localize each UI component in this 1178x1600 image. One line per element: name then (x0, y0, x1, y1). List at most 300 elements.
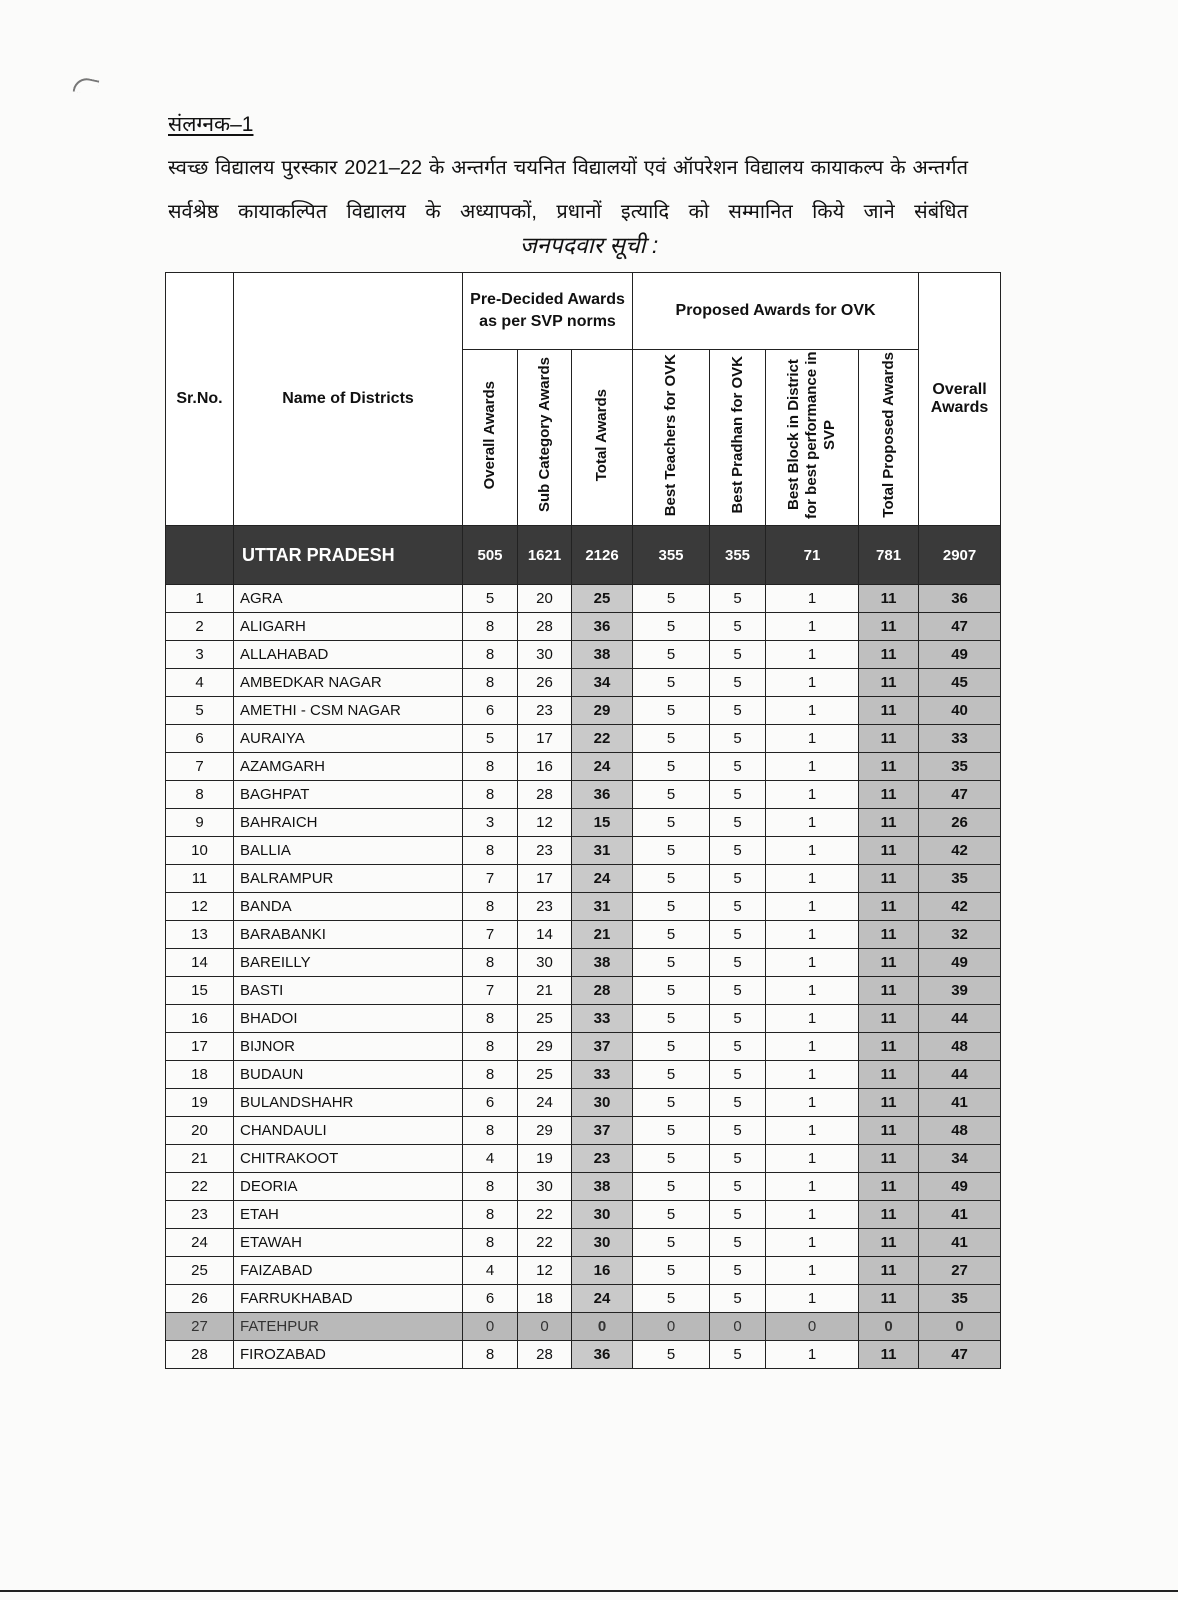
table-row (166, 1313, 1001, 1341)
annex-label: संलग्नक–1 (168, 113, 254, 136)
overall-awards-cell: 8 (463, 641, 518, 669)
total-awards-cell: 30 (572, 1201, 633, 1229)
table-row (166, 1229, 1001, 1257)
grand-overall-cell: 27 (919, 1257, 1001, 1285)
table-row (166, 1201, 1001, 1229)
total-proposed-cell: 11 (859, 1201, 919, 1229)
grand-overall-cell: 33 (919, 725, 1001, 753)
best-block-cell: 1 (766, 1285, 859, 1313)
total-proposed-cell: 11 (859, 781, 919, 809)
sr-no-cell: 15 (166, 977, 234, 1005)
table-row (166, 1145, 1001, 1173)
best-pradhan-cell: 5 (710, 1257, 766, 1285)
sr-no-cell: 7 (166, 753, 234, 781)
sub-category-cell: 14 (518, 921, 572, 949)
sub-category-cell: 28 (518, 781, 572, 809)
sr-no-cell: 22 (166, 1173, 234, 1201)
overall-awards-cell: 6 (463, 1089, 518, 1117)
total-awards-cell: 31 (572, 893, 633, 921)
table-row (166, 669, 1001, 697)
total-awards-cell: 24 (572, 1285, 633, 1313)
best-pradhan-cell: 5 (710, 977, 766, 1005)
total-proposed-cell: 11 (859, 1229, 919, 1257)
total-proposed-cell: 11 (859, 1061, 919, 1089)
sr-no-cell: 14 (166, 949, 234, 977)
district-name-cell: AMBEDKAR NAGAR (234, 669, 463, 697)
overall-awards-cell: 7 (463, 921, 518, 949)
sr-no-cell: 18 (166, 1061, 234, 1089)
total-proposed-cell: 11 (859, 809, 919, 837)
best-pradhan-cell: 5 (710, 613, 766, 641)
header-sr-no: Sr.No. (166, 273, 234, 526)
grand-overall-cell: 39 (919, 977, 1001, 1005)
best-block-cell: 0 (766, 1313, 859, 1341)
best-teachers-cell: 5 (633, 1285, 710, 1313)
best-block-cell: 1 (766, 1089, 859, 1117)
sr-no-cell: 13 (166, 921, 234, 949)
total-awards-cell: 30 (572, 1089, 633, 1117)
best-teachers-cell: 5 (633, 1089, 710, 1117)
grand-overall-cell: 34 (919, 1145, 1001, 1173)
district-name-cell: BULANDSHAHR (234, 1089, 463, 1117)
best-teachers-cell: 5 (633, 1201, 710, 1229)
grand-overall-cell: 0 (919, 1313, 1001, 1341)
best-block-cell: 1 (766, 753, 859, 781)
grand-overall-cell: 26 (919, 809, 1001, 837)
best-block-cell: 1 (766, 1033, 859, 1061)
intro-paragraph: स्वच्छ विद्यालय पुरस्कार 2021–22 के अन्तर्गत चयनित विद्यालयों एवं ऑपरेशन विद्यालय कायाकल्प के अन्तर्गत सर्वश्रेष्ठ कायाकल्पित विद्यालय के अध्यापकों, प्रधानों इत्यादि को सम्मानित किये जाने संबंधित (168, 157, 968, 223)
best-block-cell: 1 (766, 809, 859, 837)
best-pradhan-cell: 5 (710, 1173, 766, 1201)
sr-no-cell: 27 (166, 1313, 234, 1341)
district-name-cell: ALLAHABAD (234, 641, 463, 669)
overall-awards-cell: 6 (463, 697, 518, 725)
total-proposed-cell: 11 (859, 1005, 919, 1033)
total-proposed-cell: 11 (859, 1089, 919, 1117)
best-pradhan-cell: 5 (710, 1201, 766, 1229)
best-pradhan-cell: 5 (710, 1089, 766, 1117)
grand-overall-cell: 42 (919, 893, 1001, 921)
overall-awards-cell: 8 (463, 1061, 518, 1089)
table-row (166, 1061, 1001, 1089)
district-name-cell: ETAWAH (234, 1229, 463, 1257)
grand-overall-cell: 41 (919, 1089, 1001, 1117)
best-teachers-cell: 5 (633, 585, 710, 613)
overall-awards-cell: 3 (463, 809, 518, 837)
sub-category-cell: 29 (518, 1033, 572, 1061)
best-block-cell: 1 (766, 921, 859, 949)
grand-overall-cell: 41 (919, 1229, 1001, 1257)
overall-awards-cell: 8 (463, 1341, 518, 1369)
sr-no-cell: 2 (166, 613, 234, 641)
best-teachers-cell: 5 (633, 893, 710, 921)
sr-no-cell: 11 (166, 865, 234, 893)
grand-overall-cell: 35 (919, 753, 1001, 781)
grand-overall-cell: 36 (919, 585, 1001, 613)
overall-awards-cell: 8 (463, 837, 518, 865)
table-row (166, 893, 1001, 921)
sr-no-cell: 1 (166, 585, 234, 613)
grand-overall-cell: 48 (919, 1117, 1001, 1145)
district-name-cell: FIROZABAD (234, 1341, 463, 1369)
district-name-cell: FAIZABAD (234, 1257, 463, 1285)
district-name-cell: BAHRAICH (234, 809, 463, 837)
state-value: 505 (463, 526, 518, 585)
best-pradhan-cell: 5 (710, 865, 766, 893)
table-row (166, 1285, 1001, 1313)
best-pradhan-cell: 5 (710, 1229, 766, 1257)
table-row (166, 613, 1001, 641)
sr-no-cell: 25 (166, 1257, 234, 1285)
sr-no-cell: 23 (166, 1201, 234, 1229)
total-awards-cell: 36 (572, 781, 633, 809)
overall-awards-cell: 8 (463, 1173, 518, 1201)
best-pradhan-cell: 5 (710, 1117, 766, 1145)
best-block-cell: 1 (766, 865, 859, 893)
best-pradhan-cell: 0 (710, 1313, 766, 1341)
best-block-cell: 1 (766, 949, 859, 977)
total-awards-cell: 0 (572, 1313, 633, 1341)
total-awards-cell: 28 (572, 977, 633, 1005)
total-awards-cell: 38 (572, 641, 633, 669)
best-teachers-cell: 5 (633, 865, 710, 893)
best-teachers-cell: 5 (633, 641, 710, 669)
table-row (166, 921, 1001, 949)
state-name: UTTAR PRADESH (234, 526, 463, 585)
total-awards-cell: 31 (572, 837, 633, 865)
sub-category-cell: 18 (518, 1285, 572, 1313)
best-teachers-cell: 5 (633, 1229, 710, 1257)
overall-awards-cell: 7 (463, 977, 518, 1005)
table-row (166, 865, 1001, 893)
total-awards-cell: 37 (572, 1033, 633, 1061)
best-pradhan-cell: 5 (710, 1005, 766, 1033)
overall-awards-cell: 8 (463, 669, 518, 697)
grand-overall-cell: 35 (919, 1285, 1001, 1313)
best-block-cell: 1 (766, 613, 859, 641)
best-block-cell: 1 (766, 725, 859, 753)
overall-awards-cell: 8 (463, 781, 518, 809)
best-teachers-cell: 5 (633, 725, 710, 753)
sub-category-cell: 17 (518, 865, 572, 893)
overall-awards-cell: 8 (463, 1229, 518, 1257)
total-proposed-cell: 11 (859, 669, 919, 697)
total-awards-cell: 25 (572, 585, 633, 613)
overall-awards-cell: 5 (463, 725, 518, 753)
best-block-cell: 1 (766, 1173, 859, 1201)
header-total-awards: Total Awards (572, 350, 633, 526)
best-pradhan-cell: 5 (710, 669, 766, 697)
district-name-cell: CHITRAKOOT (234, 1145, 463, 1173)
best-teachers-cell: 5 (633, 921, 710, 949)
best-pradhan-cell: 5 (710, 921, 766, 949)
best-teachers-cell: 5 (633, 669, 710, 697)
best-teachers-cell: 5 (633, 1117, 710, 1145)
best-teachers-cell: 5 (633, 697, 710, 725)
total-awards-cell: 30 (572, 1229, 633, 1257)
table-row (166, 1341, 1001, 1369)
overall-awards-cell: 8 (463, 1005, 518, 1033)
total-proposed-cell: 11 (859, 753, 919, 781)
table-row (166, 1005, 1001, 1033)
best-block-cell: 1 (766, 1145, 859, 1173)
district-name-cell: BALRAMPUR (234, 865, 463, 893)
state-value: 355 (633, 526, 710, 585)
best-pradhan-cell: 5 (710, 949, 766, 977)
district-name-cell: BHADOI (234, 1005, 463, 1033)
total-awards-cell: 36 (572, 1341, 633, 1369)
best-teachers-cell: 5 (633, 613, 710, 641)
state-sr-cell (166, 526, 234, 585)
sub-category-cell: 26 (518, 669, 572, 697)
best-pradhan-cell: 5 (710, 1341, 766, 1369)
table-body (166, 526, 1001, 1369)
best-pradhan-cell: 5 (710, 809, 766, 837)
sr-no-cell: 24 (166, 1229, 234, 1257)
total-proposed-cell: 11 (859, 641, 919, 669)
overall-awards-cell: 0 (463, 1313, 518, 1341)
header-best-teachers: Best Teachers for OVK (633, 350, 710, 526)
sub-category-cell: 24 (518, 1089, 572, 1117)
total-awards-cell: 34 (572, 669, 633, 697)
total-awards-cell: 38 (572, 1173, 633, 1201)
sr-no-cell: 3 (166, 641, 234, 669)
state-value: 2126 (572, 526, 633, 585)
state-value: 781 (859, 526, 919, 585)
sub-category-cell: 16 (518, 753, 572, 781)
best-teachers-cell: 5 (633, 809, 710, 837)
table-row (166, 977, 1001, 1005)
best-block-cell: 1 (766, 1257, 859, 1285)
best-pradhan-cell: 5 (710, 585, 766, 613)
best-teachers-cell: 5 (633, 1341, 710, 1369)
sr-no-cell: 26 (166, 1285, 234, 1313)
best-teachers-cell: 5 (633, 1061, 710, 1089)
state-value: 2907 (919, 526, 1001, 585)
district-name-cell: BASTI (234, 977, 463, 1005)
district-awards-table (165, 272, 1001, 1369)
total-awards-cell: 23 (572, 1145, 633, 1173)
header-sub-category: Sub Category Awards (518, 350, 572, 526)
best-teachers-cell: 5 (633, 1005, 710, 1033)
total-awards-cell: 29 (572, 697, 633, 725)
table-row (166, 725, 1001, 753)
sub-category-cell: 22 (518, 1229, 572, 1257)
table-row (166, 753, 1001, 781)
total-proposed-cell: 11 (859, 837, 919, 865)
total-proposed-cell: 11 (859, 865, 919, 893)
sr-no-cell: 9 (166, 809, 234, 837)
best-teachers-cell: 5 (633, 1173, 710, 1201)
grand-overall-cell: 48 (919, 1033, 1001, 1061)
best-block-cell: 1 (766, 893, 859, 921)
state-value: 355 (710, 526, 766, 585)
sr-no-cell: 4 (166, 669, 234, 697)
grand-overall-cell: 47 (919, 1341, 1001, 1369)
scan-corner-mark (73, 76, 100, 97)
overall-awards-cell: 8 (463, 1033, 518, 1061)
best-teachers-cell: 5 (633, 1033, 710, 1061)
total-proposed-cell: 11 (859, 1341, 919, 1369)
grand-overall-cell: 47 (919, 613, 1001, 641)
district-name-cell: BARABANKI (234, 921, 463, 949)
table-row (166, 1117, 1001, 1145)
total-awards-cell: 38 (572, 949, 633, 977)
district-name-cell: ALIGARH (234, 613, 463, 641)
table-row (166, 641, 1001, 669)
table-row (166, 1089, 1001, 1117)
table-header (166, 273, 1001, 526)
total-proposed-cell: 11 (859, 1145, 919, 1173)
table-row (166, 1033, 1001, 1061)
total-awards-cell: 24 (572, 865, 633, 893)
sr-no-cell: 10 (166, 837, 234, 865)
district-name-cell: DEORIA (234, 1173, 463, 1201)
table-row (166, 1257, 1001, 1285)
grand-overall-cell: 49 (919, 641, 1001, 669)
grand-overall-cell: 49 (919, 949, 1001, 977)
table-row (166, 949, 1001, 977)
grand-overall-cell: 44 (919, 1061, 1001, 1089)
header-group-predecided: Pre-Decided Awards as per SVP norms (463, 273, 633, 350)
district-name-cell: BALLIA (234, 837, 463, 865)
total-awards-cell: 21 (572, 921, 633, 949)
header-group-proposed: Proposed Awards for OVK (633, 273, 919, 350)
grand-overall-cell: 35 (919, 865, 1001, 893)
sub-category-cell: 23 (518, 893, 572, 921)
total-proposed-cell: 11 (859, 697, 919, 725)
sr-no-cell: 21 (166, 1145, 234, 1173)
grand-overall-cell: 32 (919, 921, 1001, 949)
total-proposed-cell: 0 (859, 1313, 919, 1341)
grand-overall-cell: 47 (919, 781, 1001, 809)
best-pradhan-cell: 5 (710, 753, 766, 781)
best-teachers-cell: 5 (633, 753, 710, 781)
district-name-cell: AURAIYA (234, 725, 463, 753)
best-block-cell: 1 (766, 781, 859, 809)
sub-category-cell: 25 (518, 1005, 572, 1033)
sub-category-cell: 30 (518, 949, 572, 977)
state-value: 71 (766, 526, 859, 585)
grand-overall-cell: 49 (919, 1173, 1001, 1201)
total-awards-cell: 16 (572, 1257, 633, 1285)
grand-overall-cell: 44 (919, 1005, 1001, 1033)
district-name-cell: BAREILLY (234, 949, 463, 977)
district-name-cell: FARRUKHABAD (234, 1285, 463, 1313)
best-pradhan-cell: 5 (710, 641, 766, 669)
best-block-cell: 1 (766, 837, 859, 865)
total-awards-cell: 36 (572, 613, 633, 641)
best-teachers-cell: 5 (633, 1257, 710, 1285)
best-pradhan-cell: 5 (710, 697, 766, 725)
sub-category-cell: 12 (518, 809, 572, 837)
list-subtitle: जनपदवार सूची : (519, 232, 659, 258)
overall-awards-cell: 8 (463, 613, 518, 641)
sub-category-cell: 17 (518, 725, 572, 753)
sub-category-cell: 23 (518, 837, 572, 865)
total-proposed-cell: 11 (859, 1117, 919, 1145)
sr-no-cell: 28 (166, 1341, 234, 1369)
total-proposed-cell: 11 (859, 725, 919, 753)
sub-category-cell: 23 (518, 697, 572, 725)
best-block-cell: 1 (766, 1117, 859, 1145)
table-row (166, 809, 1001, 837)
district-name-cell: ETAH (234, 1201, 463, 1229)
sr-no-cell: 17 (166, 1033, 234, 1061)
total-proposed-cell: 11 (859, 585, 919, 613)
total-proposed-cell: 11 (859, 893, 919, 921)
best-pradhan-cell: 5 (710, 1061, 766, 1089)
best-teachers-cell: 5 (633, 781, 710, 809)
total-proposed-cell: 11 (859, 613, 919, 641)
district-name-cell: AMETHI - CSM NAGAR (234, 697, 463, 725)
page-bottom-rule (0, 1590, 1178, 1592)
table-row (166, 1173, 1001, 1201)
total-proposed-cell: 11 (859, 1285, 919, 1313)
best-block-cell: 1 (766, 641, 859, 669)
overall-awards-cell: 5 (463, 585, 518, 613)
overall-awards-cell: 8 (463, 1201, 518, 1229)
total-awards-cell: 15 (572, 809, 633, 837)
total-proposed-cell: 11 (859, 977, 919, 1005)
total-proposed-cell: 11 (859, 949, 919, 977)
header-total-proposed: Total Proposed Awards (859, 350, 919, 526)
sub-category-cell: 20 (518, 585, 572, 613)
header-best-pradhan: Best Pradhan for OVK (710, 350, 766, 526)
overall-awards-cell: 8 (463, 1117, 518, 1145)
sub-category-cell: 0 (518, 1313, 572, 1341)
header-district: Name of Districts (234, 273, 463, 526)
sub-category-cell: 25 (518, 1061, 572, 1089)
best-teachers-cell: 5 (633, 949, 710, 977)
total-proposed-cell: 11 (859, 1033, 919, 1061)
best-block-cell: 1 (766, 1201, 859, 1229)
best-teachers-cell: 5 (633, 837, 710, 865)
best-teachers-cell: 0 (633, 1313, 710, 1341)
district-name-cell: AZAMGARH (234, 753, 463, 781)
table-row (166, 837, 1001, 865)
overall-awards-cell: 8 (463, 949, 518, 977)
grand-overall-cell: 40 (919, 697, 1001, 725)
best-teachers-cell: 5 (633, 977, 710, 1005)
district-name-cell: CHANDAULI (234, 1117, 463, 1145)
state-total-row (166, 526, 1001, 585)
total-awards-cell: 22 (572, 725, 633, 753)
best-pradhan-cell: 5 (710, 837, 766, 865)
best-pradhan-cell: 5 (710, 893, 766, 921)
total-proposed-cell: 11 (859, 921, 919, 949)
overall-awards-cell: 7 (463, 865, 518, 893)
sub-category-cell: 22 (518, 1201, 572, 1229)
sub-category-cell: 28 (518, 613, 572, 641)
overall-awards-cell: 8 (463, 893, 518, 921)
overall-awards-cell: 4 (463, 1145, 518, 1173)
best-pradhan-cell: 5 (710, 725, 766, 753)
total-awards-cell: 33 (572, 1061, 633, 1089)
best-block-cell: 1 (766, 1061, 859, 1089)
sub-category-cell: 28 (518, 1341, 572, 1369)
best-pradhan-cell: 5 (710, 1285, 766, 1313)
sub-category-cell: 30 (518, 1173, 572, 1201)
best-block-cell: 1 (766, 669, 859, 697)
sr-no-cell: 5 (166, 697, 234, 725)
district-name-cell: AGRA (234, 585, 463, 613)
sub-category-cell: 21 (518, 977, 572, 1005)
sub-category-cell: 12 (518, 1257, 572, 1285)
best-block-cell: 1 (766, 585, 859, 613)
overall-awards-cell: 8 (463, 753, 518, 781)
sr-no-cell: 19 (166, 1089, 234, 1117)
